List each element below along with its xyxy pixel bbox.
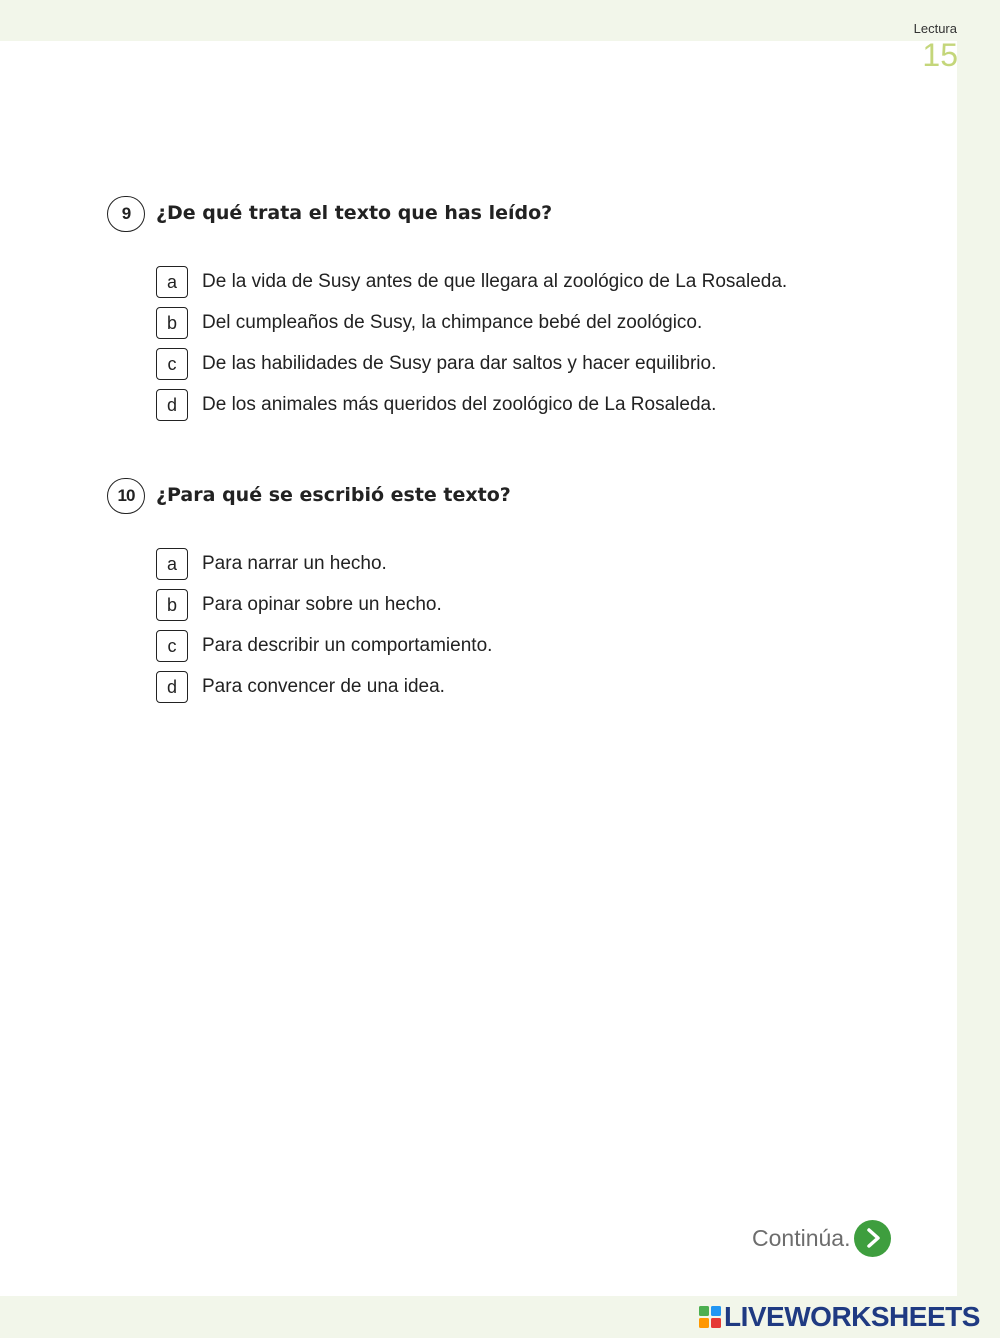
option-b[interactable]: [156, 589, 856, 621]
top-margin-band: [0, 0, 1000, 41]
option-c[interactable]: [156, 630, 856, 662]
option-checkbox[interactable]: b: [156, 589, 188, 621]
option-c[interactable]: [156, 348, 856, 380]
option-text: De las habilidades de Susy para dar saltos y hacer equilibrio.: [202, 353, 717, 374]
option-text: Para convencer de una idea.: [202, 676, 445, 697]
option-checkbox[interactable]: a: [156, 266, 188, 298]
option-text: Para describir un comportamiento.: [202, 635, 493, 656]
option-b[interactable]: [156, 307, 856, 339]
question-text: ¿De qué trata el texto que has leído?: [156, 202, 553, 224]
chevron-right-icon[interactable]: [854, 1220, 891, 1257]
option-d[interactable]: [156, 389, 856, 421]
option-checkbox[interactable]: c: [156, 630, 188, 662]
brand-text: LIVEWORKSHEETS: [724, 1301, 980, 1332]
option-checkbox[interactable]: a: [156, 548, 188, 580]
question-text: ¿Para qué se escribió este texto?: [156, 484, 511, 506]
question-number: 9: [107, 196, 145, 232]
option-checkbox[interactable]: d: [156, 671, 188, 703]
section-label: Lectura: [913, 21, 957, 36]
continue-label: Continúa.: [752, 1224, 851, 1251]
liveworksheets-logo-icon: [699, 1306, 721, 1328]
question-number: 10: [107, 478, 145, 514]
option-text: De la vida de Susy antes de que llegara al zoológico de La Rosaleda.: [202, 271, 788, 292]
option-text: De los animales más queridos del zoológico de La Rosaleda.: [202, 394, 717, 415]
option-text: Del cumpleaños de Susy, la chimpance bebé del zoológico.: [202, 312, 703, 333]
option-a[interactable]: [156, 266, 856, 298]
option-checkbox[interactable]: c: [156, 348, 188, 380]
option-text: Para opinar sobre un hecho.: [202, 594, 442, 615]
continue-link[interactable]: [752, 1219, 891, 1257]
liveworksheets-logo: [699, 1301, 980, 1332]
option-d[interactable]: [156, 671, 856, 703]
option-checkbox[interactable]: b: [156, 307, 188, 339]
page-number: 15: [922, 37, 958, 73]
option-checkbox[interactable]: d: [156, 389, 188, 421]
option-text: Para narrar un hecho.: [202, 553, 387, 574]
option-a[interactable]: [156, 548, 856, 580]
right-margin-band: [957, 0, 1000, 1338]
